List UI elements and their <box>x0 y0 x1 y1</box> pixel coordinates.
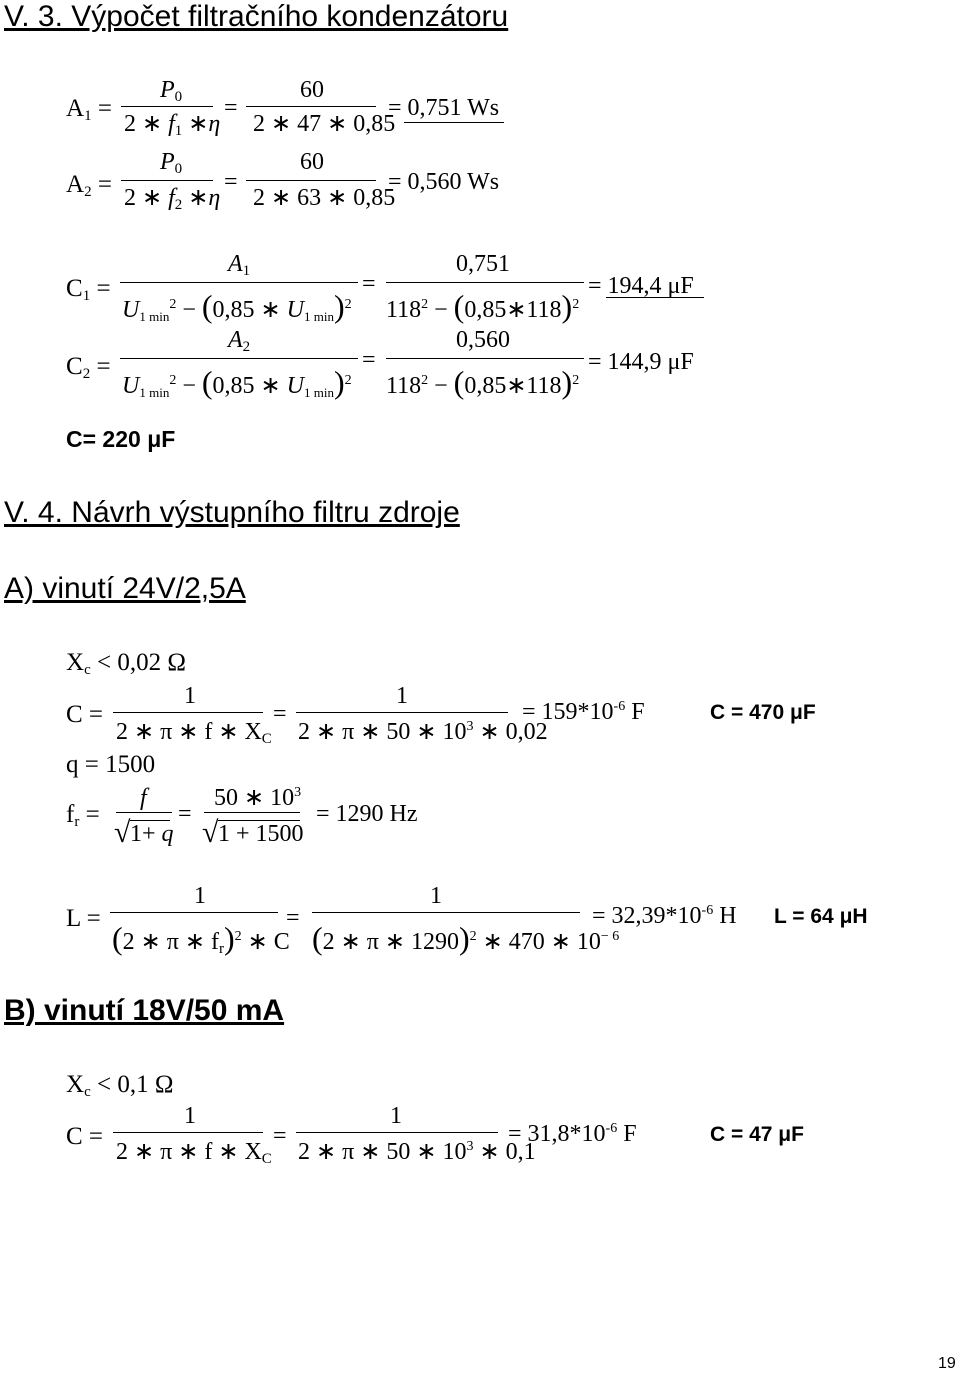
fraction-bar <box>386 282 584 283</box>
denominator-value: $118^2$ − (0,85∗118)$^2$ <box>386 364 580 400</box>
page-number: 19 <box>938 1355 956 1372</box>
denominator-symbolic: (2 ∗ π ∗ $f_r)^2$ ∗ C <box>112 920 290 957</box>
lhs-fr: $f_r$ = <box>66 801 100 830</box>
root-content: 1 + 1500 <box>218 821 304 847</box>
numerator-value: 0,751 <box>456 251 510 277</box>
denominator-2f1eta: 2 ∗ $f_1$ ∗η <box>124 111 221 139</box>
denominator-2f2eta: 2 ∗ $f_2$ ∗η <box>124 185 221 213</box>
numerator-one: 1 <box>184 683 196 709</box>
numerator-a1: $A_1$ <box>228 251 251 279</box>
numerator-p0: $P_0$ <box>160 77 183 105</box>
denominator-value: 2 ∗ 47 ∗ 0,85 <box>253 111 396 137</box>
denominator-value: 2 ∗ π ∗ 50 ∗ $10^3$ ∗ 0,02 <box>298 719 548 745</box>
c-final-a: C = 470 μF <box>710 701 816 724</box>
result: = $159*10^{-6}$ F <box>522 699 645 725</box>
equals: = <box>362 271 376 297</box>
result-fr: = 1290 Hz <box>316 801 418 827</box>
denominator-symbolic: 2 ∗ π ∗ f ∗ $X_C$ <box>116 719 272 747</box>
fraction-bar <box>204 812 300 813</box>
equals: = <box>362 347 376 373</box>
fraction-bar <box>120 282 358 283</box>
fraction-bar <box>110 912 278 913</box>
numerator-value: 50 ∗ $10^3$ <box>214 785 302 811</box>
fraction-bar <box>312 912 580 913</box>
l-final: L = 64 μH <box>774 905 868 928</box>
fraction-bar <box>246 180 376 181</box>
numerator-one: 1 <box>194 883 206 909</box>
section-title-v3: V. 3. Výpočet filtračního kondenzátoru <box>4 0 509 33</box>
fraction-bar <box>296 712 508 713</box>
result-a1: = 0,751 Ws <box>388 95 500 121</box>
numerator-one: 1 <box>396 683 408 709</box>
lhs: C = <box>66 1123 104 1150</box>
result: = $32,39*10^{-6}$ H <box>592 903 737 929</box>
numerator-one: 1 <box>184 1103 196 1129</box>
denominator-value: $118^2$ − (0,85∗118)$^2$ <box>386 288 580 324</box>
lhs: C = <box>66 701 104 728</box>
root-content: 1+ q <box>130 821 174 847</box>
xc-condition-a: $X_c < 0,02$ Ω <box>66 649 186 678</box>
equals: = <box>273 1123 287 1149</box>
numerator-a2: $A_2$ <box>228 327 251 355</box>
fraction-bar <box>121 180 213 181</box>
equals: = <box>224 95 238 121</box>
numerator-value: 0,560 <box>456 327 510 353</box>
result-underline <box>404 122 504 123</box>
numerator-one: 1 <box>390 1103 402 1129</box>
result-c1: = 194,4 μF <box>588 273 694 299</box>
fraction-bar <box>386 358 584 359</box>
result-underline <box>606 297 704 298</box>
subsection-a-heading: A) vinutí 24V/2,5A <box>4 572 246 605</box>
equals: = <box>178 801 192 827</box>
lhs-a1: $A_1$ = <box>66 95 112 124</box>
denominator-value: 2 ∗ π ∗ 50 ∗ $10^3$ ∗ 0,1 <box>298 1139 536 1165</box>
fraction-bar <box>296 1132 498 1133</box>
c-final-b: C = 47 μF <box>710 1123 804 1146</box>
denominator-value: 2 ∗ 63 ∗ 0,85 <box>253 185 396 211</box>
result-c2: = 144,9 μF <box>588 349 694 375</box>
fraction-bar <box>113 712 263 713</box>
numerator-value: 60 <box>300 77 324 103</box>
sqrt-icon: √ <box>202 816 219 849</box>
equals: = <box>224 169 238 195</box>
fraction-bar <box>113 1132 263 1133</box>
lhs: L = <box>66 905 101 932</box>
lhs-a2: $A_2$ = <box>66 171 112 200</box>
sqrt-icon: √ <box>114 816 131 849</box>
lhs-c2: $C_2$ = <box>66 353 111 382</box>
section-title-v4: V. 4. Návrh výstupního filtru zdroje <box>4 496 460 529</box>
xc-condition-b: $X_c < 0,1$ Ω <box>66 1071 174 1100</box>
equals: = <box>273 701 287 727</box>
numerator-f: f <box>140 785 147 811</box>
denominator-symbolic: $U_{1 min}^2 - (0,85$ ∗ $U_{1 min})^2$ <box>122 288 352 324</box>
equals: = <box>286 905 300 931</box>
denominator-symbolic: 2 ∗ π ∗ f ∗ $X_C$ <box>116 1139 272 1167</box>
numerator-value: 60 <box>300 149 324 175</box>
result: = $31,8*10^{-6}$ F <box>508 1121 637 1147</box>
result-a2: = 0,560 Ws <box>388 169 500 195</box>
numerator-p0: $P_0$ <box>160 149 183 177</box>
denominator-value: (2 ∗ π ∗ 1290)$^2$ ∗ 470 ∗ $10^{- 6}$ <box>312 920 620 956</box>
denominator-symbolic: $U_{1 min}^2 - (0,85$ ∗ $U_{1 min})^2$ <box>122 364 352 400</box>
numerator-one: 1 <box>430 883 442 909</box>
subsection-b-heading: B) vinutí 18V/50 mA <box>4 994 285 1027</box>
fraction-bar <box>121 106 213 107</box>
c-final-v3: C= 220 μF <box>66 426 176 452</box>
fraction-bar <box>246 106 376 107</box>
fraction-bar <box>120 358 358 359</box>
lhs-c1: $C_1$ = <box>66 275 111 304</box>
q-value: q = 1500 <box>66 751 156 778</box>
fraction-bar <box>116 812 172 813</box>
